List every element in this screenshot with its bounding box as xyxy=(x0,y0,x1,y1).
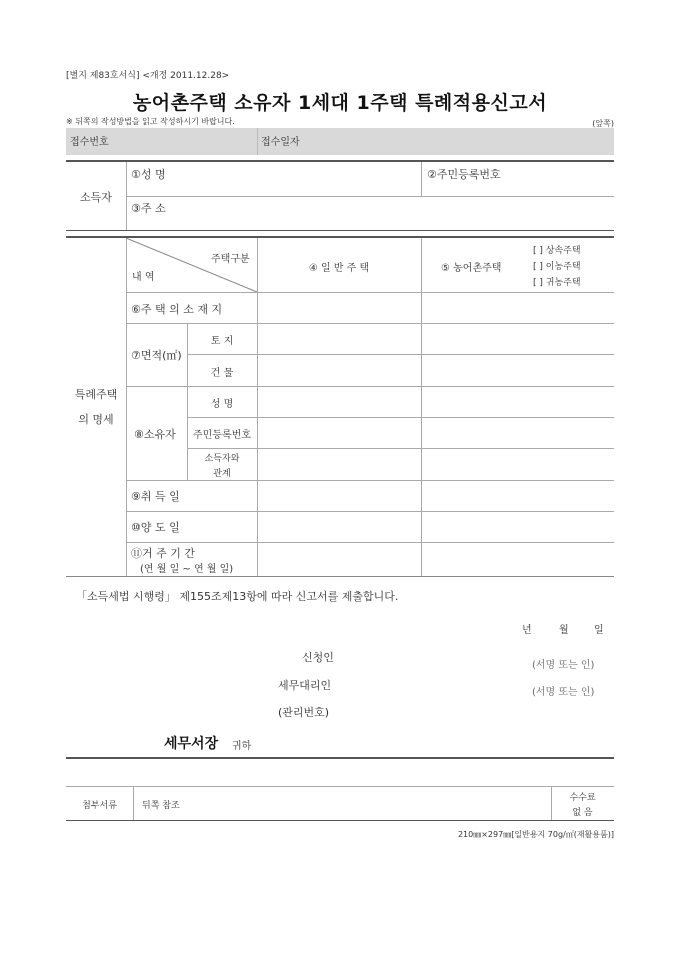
tax-office-head: 세무서장 xyxy=(164,736,219,752)
attachment-value: 뒤쪽 참조 xyxy=(142,801,180,811)
owner-group-label: ⑧소유자 xyxy=(134,428,176,441)
location-label: ⑥주 택 의 소 재 지 xyxy=(131,303,223,316)
transfer-date-label: ⑩양 도 일 xyxy=(131,521,180,534)
relation-label-2: 관계 xyxy=(213,469,231,479)
management-number-label: (관리번호) xyxy=(278,706,330,719)
fee-label: 수수료 xyxy=(569,793,596,803)
applicant-label: 신청인 xyxy=(302,651,334,664)
receipt-number-label: 접수번호 xyxy=(70,137,109,148)
col-rural-house: ⑤ 농어촌주택 xyxy=(441,263,502,274)
attachment-label: 첨부서류 xyxy=(82,801,117,811)
agent-sign[interactable]: (서명 또는 인) xyxy=(532,687,595,698)
acquisition-date-label: ⑨취 득 일 xyxy=(131,490,180,503)
col-general-house: ④ 일 반 주 택 xyxy=(308,263,370,274)
land-label: 토 지 xyxy=(210,336,234,347)
option-farm-leaving-house[interactable]: [ ] 이농주택 xyxy=(533,262,581,272)
applicant-sign[interactable]: (서명 또는 인) xyxy=(532,660,595,671)
paper-spec: 210㎜×297㎜[일반용지 70g/㎡(재활용품)] xyxy=(457,830,614,839)
page-side-label: (앞쪽) xyxy=(592,119,614,128)
day-label: 일 xyxy=(594,625,604,636)
diag-details: 내 역 xyxy=(132,272,155,283)
owner-id-sub-label: 주민등록번호 xyxy=(193,430,251,441)
month-label: 월 xyxy=(559,625,569,636)
addressee-honorific: 귀하 xyxy=(232,741,252,752)
form-number: [별지 제83호서식] <개정 2011.12.28> xyxy=(66,71,230,81)
receipt-date-label: 접수일자 xyxy=(261,137,300,148)
diag-house-type: 주택구분 xyxy=(211,254,250,265)
details-section-label-2: 의 명세 xyxy=(78,413,114,426)
details-section-label-1: 특례주택 xyxy=(74,388,118,401)
diagonal-divider xyxy=(126,238,257,292)
residence-period-sub: (연 월 일 ~ 연 월 일) xyxy=(140,564,234,575)
residence-period-label: ⑪거 주 기 간 xyxy=(131,547,195,560)
area-label: ⑦면적(㎡) xyxy=(131,349,182,362)
owner-id-label: ②주민등록번호 xyxy=(427,168,501,181)
relation-label-1: 소득자와 xyxy=(204,454,240,464)
instruction-note: ※ 뒤쪽의 작성방법을 읽고 작성하시기 바랍니다. xyxy=(66,117,235,126)
building-label: 건 물 xyxy=(210,368,234,379)
option-return-farm-house[interactable]: [ ] 귀농주택 xyxy=(533,278,581,288)
declaration-text: 「소득세법 시행령」 제155조제13항에 따라 신고서를 제출합니다. xyxy=(76,590,399,603)
tax-agent-label: 세무대리인 xyxy=(278,679,332,692)
owner-name-label: ①성 명 xyxy=(131,168,166,181)
year-label: 년 xyxy=(522,625,532,636)
owner-address-label: ③주 소 xyxy=(131,202,166,215)
owner-name-sub-label: 성 명 xyxy=(210,399,234,410)
fee-value: 없 음 xyxy=(572,808,593,818)
receipt-row xyxy=(66,128,614,155)
form-title: 농어촌주택 소유자 1세대 1주택 특례적용신고서 xyxy=(132,92,548,114)
option-inherited-house[interactable]: [ ] 상속주택 xyxy=(533,246,581,256)
owner-section-label: 소득자 xyxy=(80,191,112,204)
